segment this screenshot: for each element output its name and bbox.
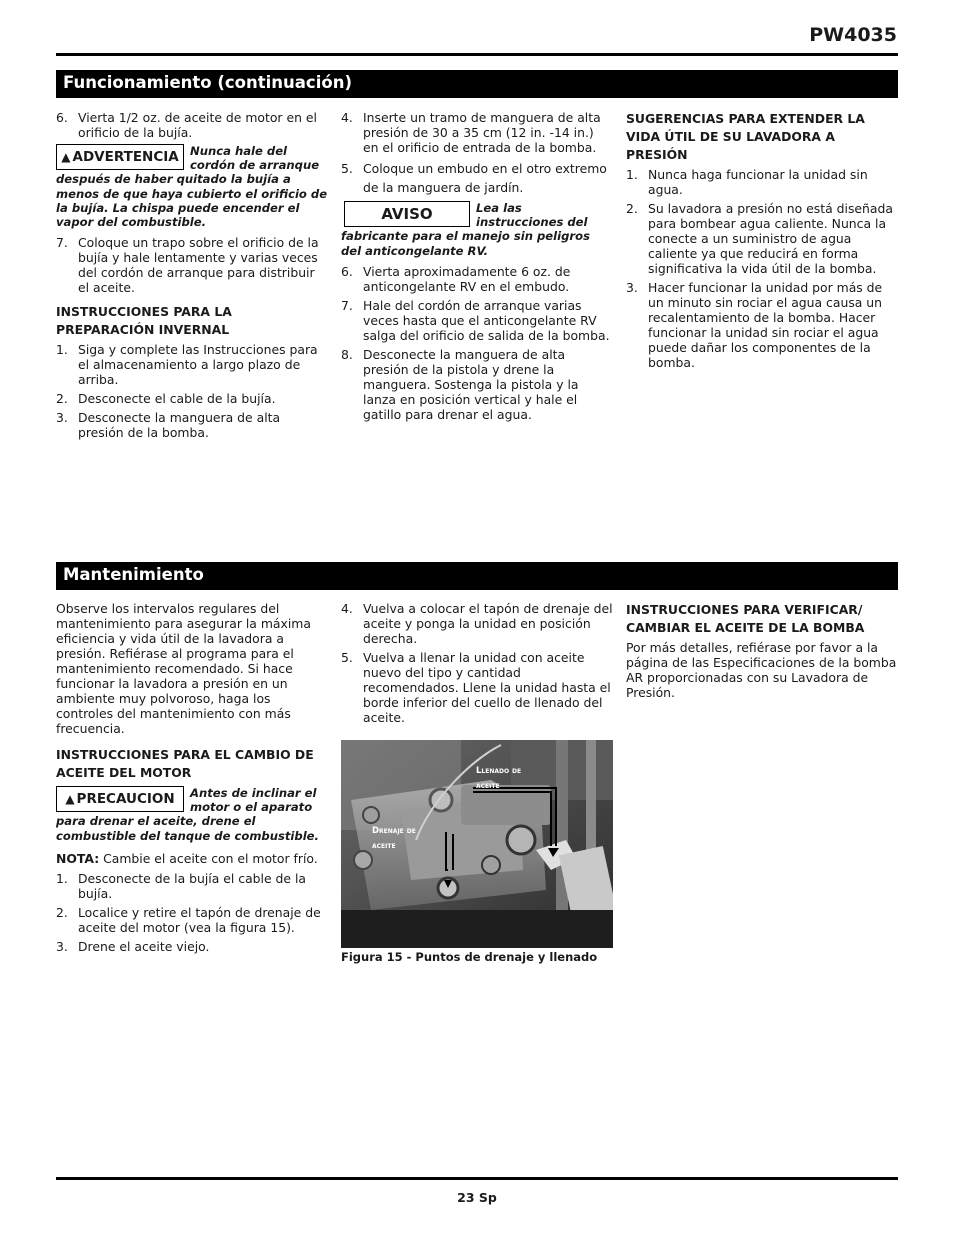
oil-change-heading: INSTRUCCIONES PARA EL CAMBIO DE ACEITE DEL MOTOR [56, 747, 314, 780]
item-text: Desconecte el cable de la bujía. [78, 391, 276, 407]
item-text: Vuelva a llenar la unidad con aceite nuevo del tipo y cantidad recomendados. Llene la unidad hasta el borde inferior del cuello de llenado del aceite. [363, 650, 611, 725]
maintenance-column-1 [56, 601, 328, 958]
drain-label-line-2: aceite [372, 841, 396, 851]
page-number: 23 Sp [457, 1190, 497, 1205]
item-number: 3. [56, 938, 68, 954]
pump-oil-heading: INSTRUCCIONES PARA VERIFICAR/ CAMBIAR EL ACEITE DE LA BOMBA [626, 602, 865, 635]
item-number: 1. [56, 342, 68, 358]
item-text: Su lavadora a presión no está diseñada para bombear agua caliente. Nunca la conecte a un suministro de agua caliente ya que reducirá en forma significativa la vida útil de la bomba. [648, 201, 893, 276]
list-item [56, 235, 328, 295]
item-number: 2. [56, 391, 68, 407]
maintenance-column-3 [626, 601, 898, 705]
item-text: Localice y retire el tapón de drenaje de aceite del motor (vea la figura 15). [78, 904, 321, 935]
warning-badge [56, 144, 184, 170]
caution-badge [56, 786, 184, 812]
item-text: Coloque un trapo sobre el orificio de la bujía y hale lentamente y varias veces del cordón de arranque para distribuir el aceite. [78, 235, 319, 296]
drain-label-line-1: Drenaje de [372, 826, 416, 836]
operation-column-2 [341, 110, 613, 426]
item-number: 3. [626, 280, 638, 295]
list-item [626, 167, 898, 197]
list-item [341, 601, 613, 646]
item-text: Coloque un embudo en el otro extremo de la manguera de jardín. [363, 161, 607, 195]
figure-15-photo [341, 740, 613, 948]
note-text: Cambie el aceite con el motor frío. [99, 850, 318, 866]
section-title-maintenance: Mantenimiento [56, 562, 898, 590]
item-number: 5. [341, 650, 353, 665]
item-text: Inserte un tramo de manguera de alta presión de 30 a 35 cm (12 in. -14 in.) en el orificio de entrada de la bomba. [363, 110, 601, 155]
fill-label-line-2: aceite [476, 781, 500, 791]
model-number: PW4035 [809, 24, 897, 46]
pump-oil-text: Por más detalles, refiérase por favor a la página de las Especificaciones de la bomba AR proporcionadas con su Lavadora de Presión. [626, 640, 897, 700]
warning-label: ADVERTENCIA [72, 148, 179, 165]
item-number: 1. [56, 870, 68, 886]
item-number: 4. [341, 110, 353, 125]
list-item [56, 410, 328, 440]
list-item [56, 871, 328, 901]
notice-text: Lea las instrucciones del fabricante para el manejo sin peligros del anticongelante RV. [341, 201, 590, 258]
list-item [56, 342, 328, 387]
item-text: Drene el aceite viejo. [78, 938, 210, 954]
list-item [341, 159, 613, 197]
list-item [341, 650, 613, 725]
warning-triangle-icon: ▲ [65, 791, 75, 806]
item-text: Siga y complete las Instrucciones para el almacenamiento a largo plazo de arriba. [78, 342, 318, 388]
item-text: Desconecte de la bujía el cable de la bujía. [78, 870, 306, 901]
warning-triangle-icon: ▲ [61, 149, 71, 164]
item-number: 3. [56, 410, 68, 426]
item-text: Vierta 1/2 oz. de aceite de motor en el orificio de la bujía. [78, 110, 317, 140]
item-number: 5. [341, 161, 353, 176]
notice-badge [344, 201, 470, 227]
list-item [56, 939, 328, 954]
bottom-rule [56, 1177, 898, 1180]
operation-column-3 [626, 110, 898, 374]
item-text: Hacer funcionar la unidad por más de un minuto sin rociar el agua causa un recalentamiento de la bomba. Hacer funcionar la unidad sin rociar el agua puede dañar los componentes de la bomba. [648, 280, 883, 370]
item-number: 4. [341, 601, 353, 616]
section-title-operation: Funcionamiento (continuación) [56, 70, 898, 98]
fill-label [476, 764, 521, 794]
item-text: Nunca haga funcionar la unidad sin agua. [648, 167, 868, 197]
tips-heading: SUGERENCIAS PARA EXTENDER LA VIDA ÚTIL DE SU LAVADORA A PRESIÓN [626, 111, 865, 162]
item-number: 2. [626, 201, 638, 216]
item-text: Vuelva a colocar el tapón de drenaje del aceite y ponga la unidad en posición derecha. [363, 601, 613, 646]
caution-label: PRECAUCION [76, 790, 175, 807]
caution-block [56, 786, 328, 843]
fill-label-line-1: Llenado de [476, 766, 522, 776]
warning-text: Nunca hale del cordón de arranque después de haber quitado la bujía a menos de que haya cubierto el orificio de la bujía. La chispa puede encender el vapor del combustible. [56, 144, 328, 230]
operation-column-1 [56, 110, 328, 444]
item-number: 8. [341, 346, 353, 362]
item-text: Desconecte la manguera de alta presión de la bomba. [78, 410, 281, 441]
item-text: Desconecte la manguera de alta presión de la pistola y drene la manguera. Sostenga la pistola y la lanza en posición vertical y hale el gatillo para drenar el agua. [363, 346, 579, 422]
list-item [626, 201, 898, 276]
item-number: 7. [341, 297, 353, 313]
note [56, 851, 328, 866]
maintenance-intro: Observe los intervalos regulares del mantenimiento para asegurar la máxima eficiencia y vida útil de la lavadora a presión. Refiérase al programa para el mantenimiento recomendado. Si hace funcionar la lavadora a presión en un ambiente muy polvoroso, haga los controles del mantenimiento con más frecuencia. [56, 601, 311, 736]
item-text: Vierta aproximadamente 6 oz. de anticongelante RV en el embudo. [363, 263, 571, 294]
notice-block [341, 201, 613, 258]
item-number: 1. [626, 167, 638, 182]
notice-label: AVISO [381, 204, 433, 223]
drain-label [372, 824, 416, 854]
item-text: Hale del cordón de arranque varias veces hasta que el anticongelante RV salga del orificio de salida de la bomba. [363, 297, 610, 343]
note-label: NOTA: [56, 850, 100, 866]
maintenance-column-2 [341, 601, 613, 729]
list-item [56, 391, 328, 406]
item-number: 2. [56, 904, 68, 920]
top-rule [56, 53, 898, 56]
list-item [341, 264, 613, 294]
list-item [626, 280, 898, 370]
winter-heading: INSTRUCCIONES PARA LA PREPARACIÓN INVERNAL [56, 304, 232, 338]
item-number: 7. [56, 235, 68, 251]
item-number: 6. [56, 110, 68, 125]
caution-text: Antes de inclinar el motor o el aparato para drenar el aceite, drene el combustible del tanque de combustible. [56, 786, 319, 843]
warning-block [56, 144, 328, 229]
list-item [56, 905, 328, 935]
figure-caption: Figura 15 - Puntos de drenaje y llenado [341, 950, 598, 964]
item-number: 6. [341, 263, 353, 279]
list-item [341, 347, 613, 422]
list-item [341, 298, 613, 343]
list-item [56, 110, 328, 140]
list-item [341, 110, 613, 155]
